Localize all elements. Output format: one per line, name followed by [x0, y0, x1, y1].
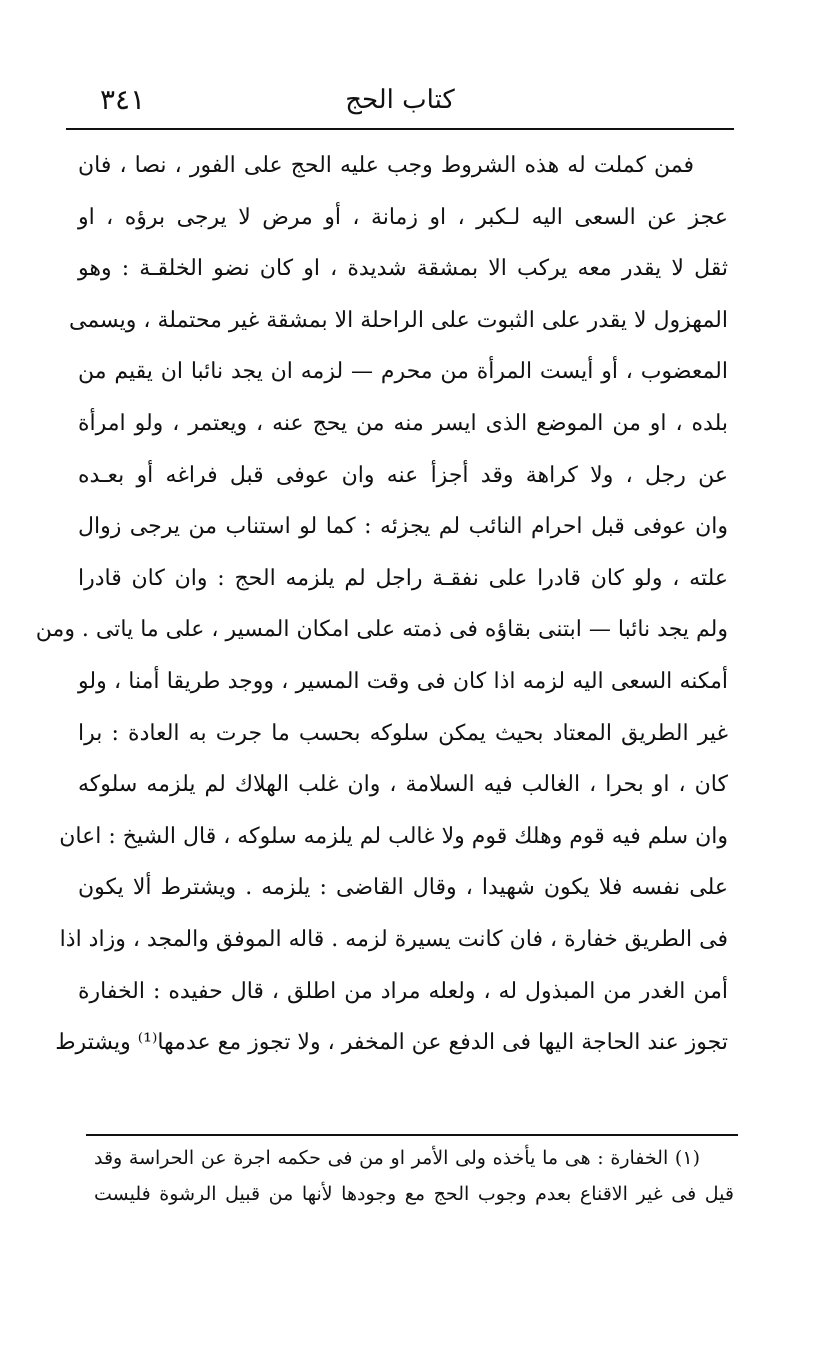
text-line: وان عوفى قبل احرام النائب لم يجزئه : كما لو استناب من يرجى زوال [78, 514, 728, 540]
text-line: على نفسه فلا يكون شهيدا ، وقال القاضى : يلزمه . ويشترط ألا يكون [78, 875, 728, 901]
text-line: المعضوب ، أو أيست المرأة من محرم — لزمه ان يجد نائبا ان يقيم من [78, 359, 728, 385]
page-number: ٣٤١ [100, 83, 146, 116]
text-line: ثقل لا يقدر معه يركب الا بمشقة شديدة ، او كان نضو الخلقـة : وهو [78, 256, 728, 282]
page-header [66, 80, 734, 126]
text-line: ولم يجد نائبا — ابتنى بقاؤه فى ذمته على امكان المسير ، على ما ياتى . ومن [35, 617, 728, 643]
text-line: فمن كملت له هذه الشروط وجب عليه الحج على الفور ، نصا ، فان [78, 153, 694, 178]
footnote-divider [86, 1134, 738, 1136]
header-divider [66, 128, 734, 130]
text-line: بلده ، او من الموضع الذى ايسر منه من يحج عنه ، ويعتمر ، ولو امرأة [78, 410, 728, 436]
text-line: عن رجل ، ولا كراهة وقد أجزأ عنه وان عوفى قبل فراغه أو بعـده [78, 462, 728, 488]
main-text [35, 140, 728, 1069]
text-line: تجوز عند الحاجة اليها فى الدفع عن المخفر ، ولا تجوز مع عدمها⁽¹⁾ ويشترط [55, 1030, 728, 1056]
text-line: أمكنه السعى اليه لزمه اذا كان فى وقت المسير ، ووجد طريقا أمنا ، ولو [78, 668, 728, 694]
text-line: عجز عن السعى اليه لـكبر ، او زمانة ، أو مرض لا يرجى برؤه ، او [78, 204, 728, 230]
footnotes [94, 1140, 734, 1212]
text-line: غير الطريق المعتاد بحيث يمكن سلوكه بحسب ما جرت به العادة : برا [78, 720, 728, 746]
running-title: كتاب الحج [345, 85, 455, 115]
text-line: وان سلم فيه قوم وهلك قوم ولا غالب لم يلزمه سلوكه ، قال الشيخ : اعان [59, 823, 728, 849]
text-line: أمن الغدر من المبذول له ، ولعله مراد من اطلق ، قال حفيده : الخفارة [78, 978, 728, 1004]
text-line: فى الطريق خفارة ، فان كانت يسيرة لزمه . قاله الموفق والمجد ، وزاد اذا [59, 926, 728, 952]
text-line: علته ، ولو كان قادرا على نفقـة راجل لم يلزمه الحج : وان كان قادرا [78, 565, 728, 591]
text-line: كان ، او بحرا ، الغالب فيه السلامة ، وان غلب الهلاك لم يلزمه سلوكه [78, 772, 728, 798]
footnote-line: (١) الخفارة : هى ما يأخذه ولى الأمر او من فى حكمه اجرة عن الحراسة وقد [94, 1147, 700, 1169]
footnote-line: قيل فى غير الاقناع بعدم وجوب الحج مع وجودها لأنها من قبيل الرشوة فليست [94, 1183, 734, 1205]
text-line: المهزول لا يقدر على الثبوت على الراحلة الا بمشقة غير محتملة ، ويسمى [68, 307, 728, 333]
